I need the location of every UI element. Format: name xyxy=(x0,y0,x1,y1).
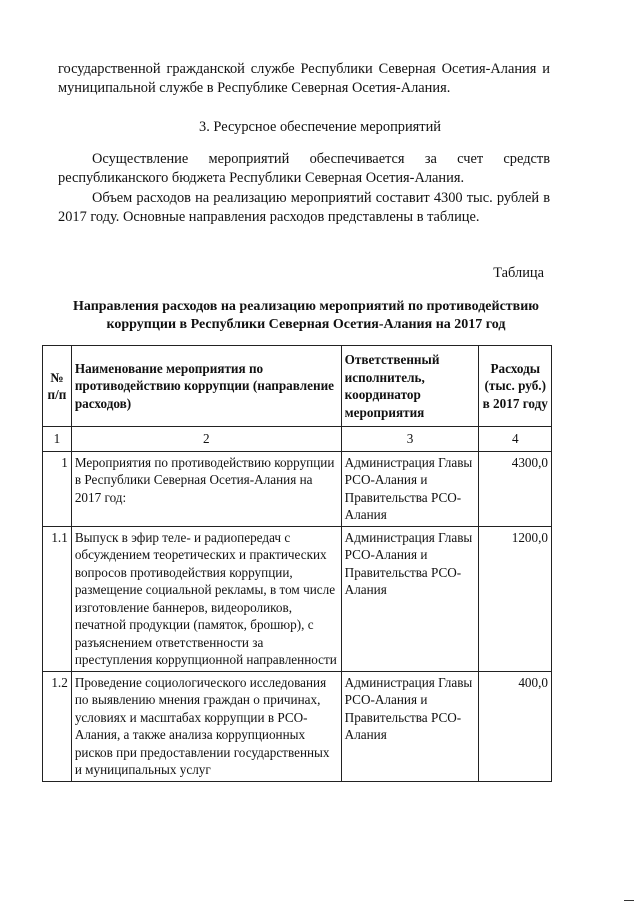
row-executor: Администрация Главы РСО-Алания и Правительства РСО-Алания xyxy=(341,671,479,781)
table-header-row xyxy=(43,346,552,427)
header-executor: Ответственный исполнитель, координатор мероприятия xyxy=(341,346,479,427)
row-number: 1 xyxy=(43,451,72,526)
row-activity-name: Мероприятия по противодействию коррупции в Республики Северная Осетия-Алания на 2017 год: xyxy=(71,451,341,526)
row-amount: 400,0 xyxy=(479,671,552,781)
column-number: 3 xyxy=(341,427,479,452)
header-expenses: Расходы (тыс. руб.) в 2017 году xyxy=(479,346,552,427)
row-number: 1.2 xyxy=(43,671,72,781)
section-paragraph-2: Объем расходов на реализацию мероприятий составит 4300 тыс. рублей в 2017 году. Основные направления расходов представлены в таблице. xyxy=(58,190,550,225)
column-number-row xyxy=(43,427,552,452)
page-edge-mark xyxy=(624,900,634,901)
row-amount: 4300,0 xyxy=(479,451,552,526)
table-row xyxy=(43,451,552,526)
row-executor: Администрация Главы РСО-Алания и Правительства РСО-Алания xyxy=(341,526,479,671)
section-paragraph-1: Осуществление мероприятий обеспечивается за счет средств республиканского бюджета Республики Северная Осетия-Алания. xyxy=(58,151,550,186)
row-activity-name: Проведение социологического исследования по выявлению мнения граждан о причинах, условиях и масштабах коррупции в РСО-Алания, а также анализа коррупционных рисков при предоставлении государственных и муниципальных услуг xyxy=(71,671,341,781)
table-label: Таблица xyxy=(493,265,544,281)
section-heading: 3. Ресурсное обеспечение мероприятий xyxy=(199,119,441,135)
row-number: 1.1 xyxy=(43,526,72,671)
row-executor: Администрация Главы РСО-Алания и Правительства РСО-Алания xyxy=(341,451,479,526)
intro-paragraph: государственной гражданской службе Республики Северная Осетия-Алания и муниципальной службе в Республике Северная Осетия-Алания. xyxy=(58,61,550,96)
header-number: № п/п xyxy=(43,346,72,427)
expenses-table xyxy=(42,345,552,782)
header-activity-name: Наименование мероприятия по противодействию коррупции (направление расходов) xyxy=(71,346,341,427)
column-number: 4 xyxy=(479,427,552,452)
table-row xyxy=(43,671,552,781)
column-number: 1 xyxy=(43,427,72,452)
row-activity-name: Выпуск в эфир теле- и радиопередач с обсуждением теоретических и практических вопросов противодействия коррупции, размещение социальной рекламы, в том числе изготовление баннеров, видеороликов, печатной продукции (памяток, брошюр), с разъяснением ответственности за преступления коррупционной направленности xyxy=(71,526,341,671)
table-title: Направления расходов на реализацию мероприятий по противодействию коррупции в Республики Северная Осетия-Алания на 2017 год xyxy=(72,299,539,332)
row-amount: 1200,0 xyxy=(479,526,552,671)
column-number: 2 xyxy=(71,427,341,452)
table-row xyxy=(43,526,552,671)
